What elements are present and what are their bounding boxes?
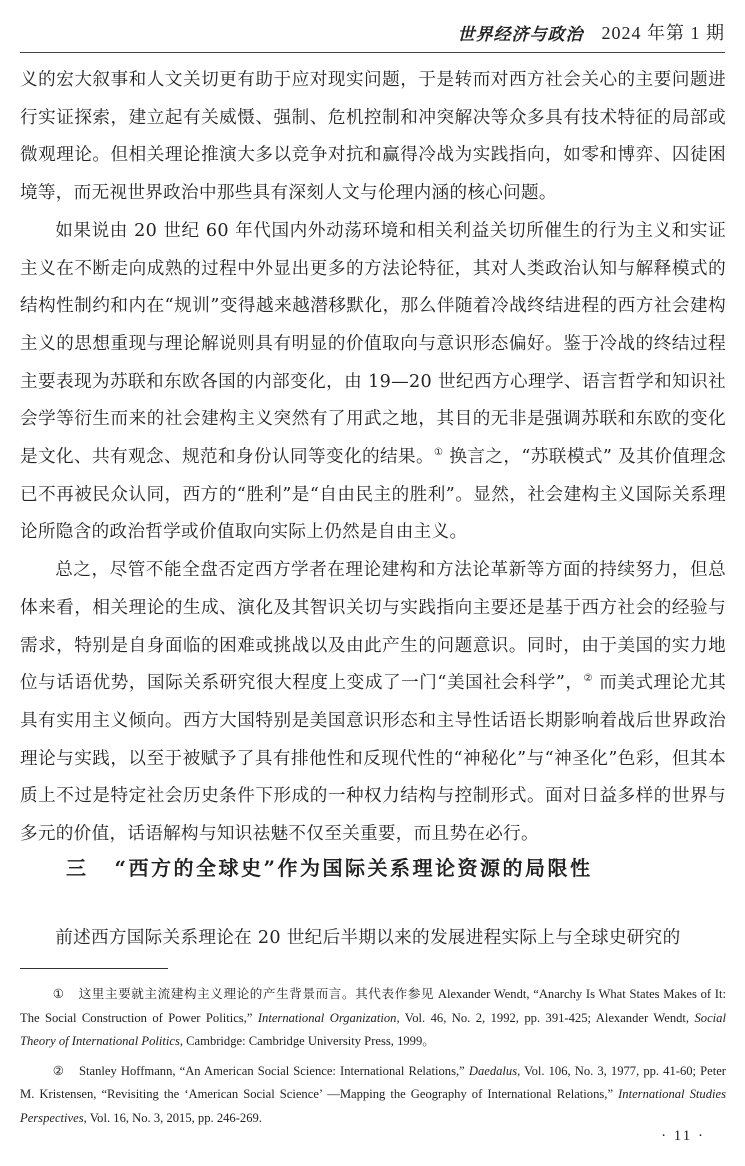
paragraph-2-part-b: 换言之，“苏联模式” 及其价值理念已不再被民众认同，西方的“胜利”是“自由民主的胜利”。显然，社会建构主义国际关系理论所隐含的政治哲学或价值取向实际上仍然是自由主义。 — [20, 447, 727, 543]
paragraph-3 — [20, 552, 726, 854]
section-number: 三 — [66, 856, 89, 880]
footnote-2 — [20, 1060, 726, 1131]
paragraph-1: 义的宏大叙事和人文关切更有助于应对现实问题，于是转而对西方社会关心的主要问题进行实证探索，建立起有关威慑、强制、危机控制和冲突解决等众多具有技术特征的局部或微观理论。但相关理论推演大多以竞争对抗和赢得冷战为实践指向，如零和博弈、囚徒困境等，而无视世界政治中那些具有深刻人文与伦理内涵的核心问题。 — [20, 70, 726, 204]
footnote-divider — [20, 968, 168, 969]
footnote-journal-title: International Organization — [257, 1010, 397, 1025]
section-lead-paragraph: 前述西方国际关系理论在 20 世纪后半期以来的发展进程实际上与全球史研究的 — [55, 928, 681, 948]
body-text — [20, 62, 726, 854]
footnote-mark: ① — [52, 987, 65, 1001]
footnote-text: 这里主要就主流建构主义理论的产生背景而言。其代表作参见 Alexander Wendt, “Anarchy Is What States Makes of It: The Social Construction of Power Politics,” — [20, 987, 726, 1025]
footnote-text: , Vol. 46, No. 2, 1992, pp. 391-425; Alexander Wendt, — [396, 1010, 695, 1025]
paragraph-3-part-a: 总之，尽管不能全盘否定西方学者在理论建构和方法论革新等方面的持续努力，但总体来看，相关理论的生成、演化及其智识关切与实践指向主要还是基于西方社会的经验与需求，特别是自身面临的困难或挑战以及由此产生的问题意识。同时，由于美国的实力地位与话语优势，国际关系研究很大程度上变成了一门“美国社会科学”， — [20, 560, 726, 694]
footnote-journal-title: Daedalus — [468, 1063, 518, 1078]
footnote-text: , Vol. 106, No. 3, 1977, pp. 41-60; Peter M. Kristensen, “Revisiting the ‘American Social Science’ —Mapping the Geography of International Relations,” — [20, 1063, 726, 1101]
footnote-mark: ② — [52, 1063, 65, 1078]
footnote-text: , Vol. 16, No. 3, 2015, pp. 246-269. — [83, 1110, 262, 1125]
journal-title: 世界经济与政治 — [457, 24, 584, 45]
footnote-1 — [20, 983, 726, 1054]
section-title: “西方的全球史”作为国际关系理论资源的局限性 — [114, 856, 593, 880]
footnote-ref-2[interactable]: ② — [583, 673, 594, 685]
footnote-ref-1[interactable]: ① — [434, 447, 444, 459]
footnote-text: Stanley Hoffmann, “An American Social Science: International Relations,” — [78, 1063, 469, 1078]
footnote-journal-title: International Studies Perspectives — [20, 1087, 726, 1125]
footnote-book-title: Social Theory of International Politics — [20, 1010, 726, 1048]
paragraph-3-part-b: 而美式理论尤其具有实用主义倾向。西方大国特别是美国意识形态和主导性话语长期影响着战后世界政治理论与实践，以至于被赋予了具有排他性和反现代性的“神秘化”与“神圣化”色彩，但其本质上不过是特定社会历史条件下形成的一种权力结构与控制形式。面对日益多样的世界与多元的价值，话语解构与知识祛魅不仅至关重要，而且势在必行。 — [20, 673, 727, 845]
section-heading — [66, 852, 725, 881]
paragraph-2 — [20, 213, 726, 552]
footnote-text: , Cambridge: Cambridge University Press, 1999。 — [179, 1034, 435, 1048]
footnotes — [20, 983, 726, 1136]
issue-label: 2024 年第 1 期 — [601, 23, 725, 43]
paragraph-2-part-a: 如果说由 20 世纪 60 年代国内外动荡环境和相关利益关切所催生的行为主义和实证主义在不断走向成熟的过程中外显出更多的方法论特征，其对人类政治认知与解释模式的结构性制约和内在“规训”变得越来越潜移默化，那么伴随着冷战终结进程的西方社会建构主义的思想重现与理论解说则具有明显的价值取向与意识形态偏好。鉴于冷战的终结过程主要表现为苏联和东欧各国的内部变化，由 19—20 世纪西方心理学、语言哲学和知识社会学等衍生而来的社会建构主义突然有了用武之地，其目的无非是强调苏联和东欧的变化是文化、共有观念、规范和身份认同等变化的结果。 — [20, 220, 726, 468]
running-header — [20, 12, 725, 53]
page-number: · 11 · — [661, 1128, 705, 1144]
